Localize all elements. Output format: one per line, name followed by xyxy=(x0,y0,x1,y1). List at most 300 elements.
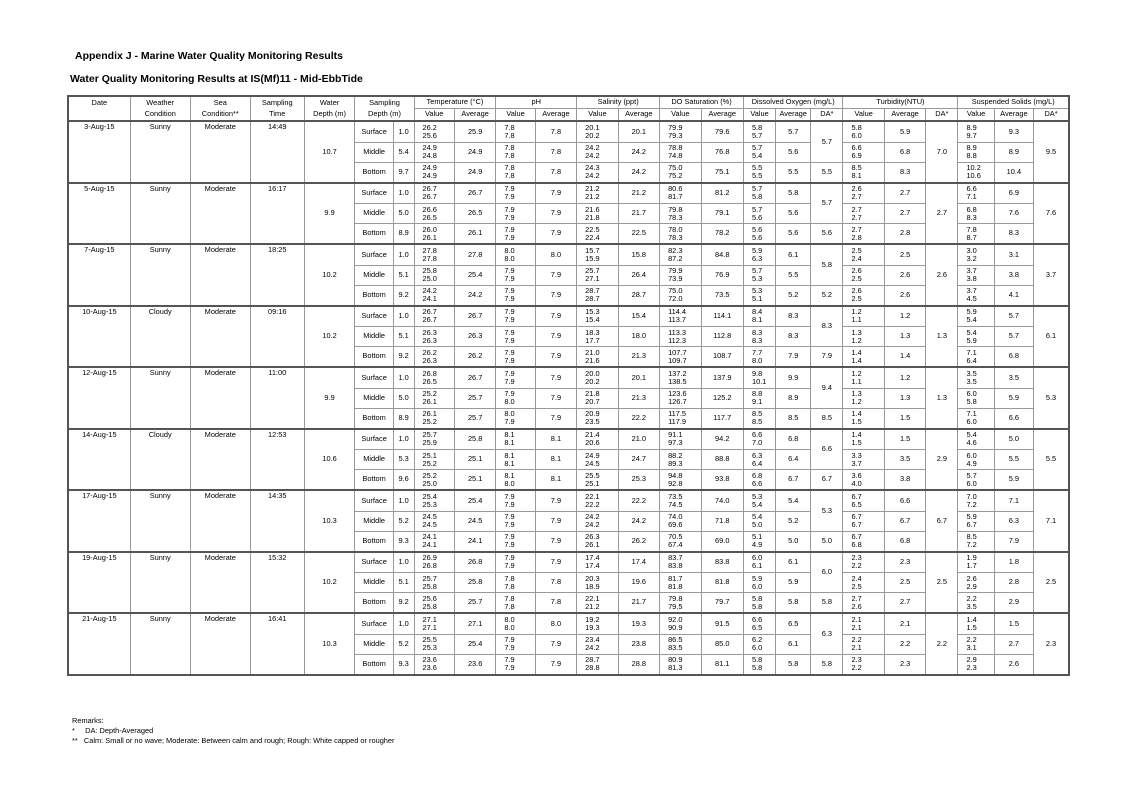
temperature-average: 25.4 xyxy=(454,634,495,654)
do-saturation-values-reading: 113.3 xyxy=(668,327,687,337)
dissolved-oxygen-average: 7.9 xyxy=(776,347,811,368)
temperature-values-reading: 26.7 xyxy=(422,192,437,202)
dissolved-oxygen-values-reading: 5.3 xyxy=(751,286,763,295)
turbidity-values-reading: 2.1 xyxy=(851,614,862,624)
turbidity-values-reading: 8.5 xyxy=(851,163,862,172)
turbidity-da: 6.7 xyxy=(926,490,958,552)
header-sampling-depth-sub: Depth (m) xyxy=(355,109,414,122)
date-cell: 21-Aug-15 xyxy=(68,613,130,634)
turbidity-values-reading: 2.7 xyxy=(851,204,862,214)
suspended-solids-values-reading: 1.5 xyxy=(966,622,977,632)
temperature-average: 27.1 xyxy=(454,613,495,634)
dissolved-oxygen-values-reading: 5.9 xyxy=(751,245,763,255)
turbidity-values xyxy=(843,450,884,470)
ph-values-reading: 7.9 xyxy=(504,307,515,317)
suspended-solids-average: 3.5 xyxy=(994,367,1033,388)
table-row xyxy=(68,306,1069,327)
do-saturation-values-reading: 83.8 xyxy=(668,561,683,571)
salinity-values xyxy=(577,306,618,327)
sampling-depth-value: 8.9 xyxy=(393,408,414,429)
temperature-values xyxy=(414,490,454,511)
dissolved-oxygen-values-reading: 8.8 xyxy=(751,389,763,398)
suspended-solids-values-reading: 6.8 xyxy=(966,204,977,214)
temperature-average: 26.8 xyxy=(454,552,495,573)
table-row xyxy=(68,204,1069,224)
suspended-solids-values-reading: 2.3 xyxy=(966,663,977,672)
salinity-values-reading: 25.5 xyxy=(585,470,600,480)
header-turbidity: Turbidity(NTU) xyxy=(843,96,958,109)
do-saturation-values xyxy=(660,285,701,306)
ph-values-reading: 8.0 xyxy=(504,614,515,624)
suspended-solids-values-reading: 8.3 xyxy=(966,212,977,222)
dissolved-oxygen-da: 5.3 xyxy=(811,490,843,531)
ph-values-reading: 7.9 xyxy=(504,635,515,644)
salinity-values-reading: 26.3 xyxy=(585,532,600,541)
dissolved-oxygen-average: 8.3 xyxy=(776,306,811,327)
header-ph: pH xyxy=(496,96,577,109)
turbidity-values xyxy=(843,121,884,142)
temperature-values xyxy=(414,654,454,675)
do-saturation-values xyxy=(660,367,701,388)
dissolved-oxygen-values-reading: 5.9 xyxy=(751,573,763,583)
turbidity-values xyxy=(843,347,884,368)
dissolved-oxygen-values-reading: 10.1 xyxy=(751,376,767,386)
do-saturation-values-reading: 74.5 xyxy=(668,499,683,509)
suspended-solids-values xyxy=(958,285,994,306)
dissolved-oxygen-values-reading: 6.2 xyxy=(751,635,763,644)
turbidity-average: 2.7 xyxy=(884,204,925,224)
salinity-values-reading: 24.3 xyxy=(585,163,600,172)
turbidity-values-reading: 3.3 xyxy=(851,450,862,460)
ph-values xyxy=(496,183,535,204)
header-water: Water xyxy=(304,96,355,109)
do-saturation-values-reading: 90.9 xyxy=(668,622,683,632)
temperature-values xyxy=(414,121,454,142)
do-saturation-average: 76.8 xyxy=(701,142,743,162)
do-saturation-values-reading: 137.2 xyxy=(668,368,687,378)
sampling-depth-value: 9.6 xyxy=(393,470,414,491)
date-cell xyxy=(68,573,130,593)
dissolved-oxygen-average: 8.5 xyxy=(776,408,811,429)
turbidity-average: 2.6 xyxy=(884,285,925,306)
temperature-values-reading: 25.0 xyxy=(422,274,437,283)
sampling-time-cell xyxy=(250,573,304,593)
date-cell xyxy=(68,470,130,491)
turbidity-da: 2.9 xyxy=(926,429,958,491)
do-saturation-values-reading: 80.6 xyxy=(668,184,683,194)
turbidity-values xyxy=(843,654,884,675)
suspended-solids-values-reading: 3.5 xyxy=(966,368,977,378)
turbidity-values-reading: 2.2 xyxy=(851,561,862,571)
temperature-values-reading: 25.6 xyxy=(422,130,437,140)
suspended-solids-values-reading: 10.6 xyxy=(966,171,981,180)
ph-values-reading: 8.0 xyxy=(504,478,515,488)
salinity-values-reading: 21.4 xyxy=(585,430,600,440)
do-saturation-values xyxy=(660,162,701,183)
sampling-depth-label: Bottom xyxy=(355,593,393,614)
sampling-time-cell: 18:25 xyxy=(250,244,304,265)
dissolved-oxygen-values xyxy=(743,593,775,614)
suspended-solids-values-reading: 7.0 xyxy=(966,491,977,501)
water-depth-cell: 10.2 xyxy=(304,552,355,614)
dissolved-oxygen-average: 5.5 xyxy=(776,265,811,285)
dissolved-oxygen-values xyxy=(743,142,775,162)
sampling-depth-value: 5.0 xyxy=(393,204,414,224)
header-salinity: Salinity (ppt) xyxy=(577,96,660,109)
dissolved-oxygen-average: 5.7 xyxy=(776,121,811,142)
date-cell xyxy=(68,593,130,614)
ph-values-reading: 7.9 xyxy=(504,417,515,426)
do-saturation-values xyxy=(660,573,701,593)
do-saturation-values xyxy=(660,408,701,429)
turbidity-values-reading: 1.2 xyxy=(851,307,862,317)
dissolved-oxygen-values-reading: 5.6 xyxy=(751,212,763,222)
temperature-values-reading: 24.2 xyxy=(422,286,437,295)
temperature-average: 26.5 xyxy=(454,204,495,224)
temperature-values-reading: 27.8 xyxy=(422,245,437,255)
turbidity-values-reading: 6.7 xyxy=(851,491,862,501)
suspended-solids-values-reading: 6.4 xyxy=(966,355,977,365)
dissolved-oxygen-average: 6.8 xyxy=(776,429,811,450)
temperature-values-reading: 25.9 xyxy=(422,438,437,448)
sea-condition-cell: Moderate xyxy=(190,367,250,388)
suspended-solids-values xyxy=(958,408,994,429)
salinity-values-reading: 23.4 xyxy=(585,635,600,644)
suspended-solids-average: 10.4 xyxy=(994,162,1033,183)
temperature-values xyxy=(414,306,454,327)
dissolved-oxygen-average: 6.4 xyxy=(776,450,811,470)
dissolved-oxygen-average: 5.8 xyxy=(776,183,811,204)
suspended-solids-average: 2.7 xyxy=(994,634,1033,654)
temperature-values-reading: 26.3 xyxy=(422,327,437,337)
temperature-values-reading: 25.3 xyxy=(422,643,437,652)
temperature-average: 24.5 xyxy=(454,511,495,531)
suspended-solids-values-reading: 4.6 xyxy=(966,438,977,448)
do-saturation-values-reading: 79.8 xyxy=(668,593,683,603)
dissolved-oxygen-values-reading: 8.3 xyxy=(751,335,763,345)
dissolved-oxygen-da-bottom: 7.9 xyxy=(811,347,843,368)
do-saturation-average: 93.8 xyxy=(701,470,743,491)
suspended-solids-values-reading: 3.8 xyxy=(966,274,977,283)
sea-condition-cell xyxy=(190,162,250,183)
do-saturation-values xyxy=(660,654,701,675)
do-saturation-values-reading: 81.7 xyxy=(668,192,683,202)
temperature-values-reading: 24.1 xyxy=(422,532,437,541)
temperature-average: 24.9 xyxy=(454,162,495,183)
salinity-average: 20.1 xyxy=(618,121,659,142)
temperature-values xyxy=(414,429,454,450)
salinity-average: 26.4 xyxy=(618,265,659,285)
do-saturation-values-reading: 74.8 xyxy=(668,151,683,160)
salinity-values xyxy=(577,244,618,265)
do-saturation-values-reading: 91.1 xyxy=(668,430,683,440)
do-saturation-values-reading: 107.7 xyxy=(668,347,687,357)
do-saturation-values xyxy=(660,244,701,265)
temperature-values-reading: 24.9 xyxy=(422,143,437,152)
sea-condition-cell xyxy=(190,634,250,654)
temperature-values-reading: 25.4 xyxy=(422,491,437,501)
header-average: Average xyxy=(454,109,495,122)
sampling-depth-label: Surface xyxy=(355,490,393,511)
do-saturation-values-reading: 112.3 xyxy=(668,335,687,345)
dissolved-oxygen-values xyxy=(743,204,775,224)
suspended-solids-values xyxy=(958,593,994,614)
temperature-values xyxy=(414,470,454,491)
suspended-solids-values xyxy=(958,244,994,265)
do-saturation-average: 71.8 xyxy=(701,511,743,531)
suspended-solids-average: 7.6 xyxy=(994,204,1033,224)
salinity-values-reading: 18.9 xyxy=(585,581,600,591)
suspended-solids-values xyxy=(958,531,994,552)
ph-average: 7.9 xyxy=(535,367,576,388)
dissolved-oxygen-values xyxy=(743,490,775,511)
do-saturation-values xyxy=(660,347,701,368)
temperature-values xyxy=(414,511,454,531)
turbidity-values xyxy=(843,162,884,183)
dissolved-oxygen-values-reading: 5.7 xyxy=(751,143,763,152)
salinity-values-reading: 20.2 xyxy=(585,376,600,386)
dissolved-oxygen-values-reading: 5.7 xyxy=(751,266,763,275)
salinity-values xyxy=(577,265,618,285)
dissolved-oxygen-average: 6.1 xyxy=(776,244,811,265)
ph-average: 7.9 xyxy=(535,408,576,429)
do-saturation-average: 117.7 xyxy=(701,408,743,429)
sea-condition-cell: Moderate xyxy=(190,552,250,573)
sampling-depth-label: Middle xyxy=(355,450,393,470)
suspended-solids-values-reading: 6.0 xyxy=(966,389,977,398)
table-row xyxy=(68,573,1069,593)
salinity-values-reading: 17.7 xyxy=(585,335,600,345)
salinity-values-reading: 23.5 xyxy=(585,417,600,426)
turbidity-values-reading: 3.6 xyxy=(851,470,862,480)
ph-average: 7.9 xyxy=(535,265,576,285)
header-sampling-depth: Sampling xyxy=(355,96,414,109)
weather-cell: Sunny xyxy=(130,613,190,634)
salinity-values-reading: 25.1 xyxy=(585,478,600,488)
ph-average: 7.8 xyxy=(535,593,576,614)
ph-values-reading: 7.9 xyxy=(504,553,515,563)
date-cell xyxy=(68,634,130,654)
header-weather-sub: Condition xyxy=(130,109,190,122)
suspended-solids-values-reading: 7.1 xyxy=(966,409,977,418)
table-row xyxy=(68,450,1069,470)
header-average: Average xyxy=(535,109,576,122)
ph-values-reading: 7.8 xyxy=(504,163,515,172)
header-date-blank xyxy=(68,109,130,122)
turbidity-da: 1.3 xyxy=(926,306,958,368)
dissolved-oxygen-values-reading: 8.5 xyxy=(751,409,763,418)
dissolved-oxygen-values xyxy=(743,654,775,675)
salinity-values xyxy=(577,285,618,306)
header-value: Value xyxy=(496,109,535,122)
salinity-average: 28.8 xyxy=(618,654,659,675)
turbidity-average: 6.6 xyxy=(884,490,925,511)
sea-condition-cell xyxy=(190,654,250,675)
salinity-average: 24.2 xyxy=(618,142,659,162)
date-cell xyxy=(68,654,130,675)
dissolved-oxygen-values-reading: 6.0 xyxy=(751,643,763,652)
salinity-values xyxy=(577,634,618,654)
turbidity-values xyxy=(843,613,884,634)
do-saturation-values-reading: 109.7 xyxy=(668,355,687,365)
suspended-solids-values-reading: 8.7 xyxy=(966,232,977,242)
weather-cell xyxy=(130,450,190,470)
do-saturation-values xyxy=(660,490,701,511)
turbidity-average: 6.7 xyxy=(884,511,925,531)
sampling-depth-value: 8.9 xyxy=(393,224,414,245)
ph-values xyxy=(496,306,535,327)
date-cell xyxy=(68,408,130,429)
salinity-values-reading: 20.1 xyxy=(585,122,600,132)
suspended-solids-values xyxy=(958,388,994,408)
turbidity-average: 2.3 xyxy=(884,552,925,573)
table-row xyxy=(68,429,1069,450)
temperature-values-reading: 25.3 xyxy=(422,499,437,509)
temperature-values-reading: 24.1 xyxy=(422,294,437,303)
salinity-values xyxy=(577,142,618,162)
turbidity-values xyxy=(843,265,884,285)
header-do-saturation: DO Saturation (%) xyxy=(660,96,744,109)
ph-values xyxy=(496,470,535,491)
salinity-values xyxy=(577,511,618,531)
dissolved-oxygen-values xyxy=(743,450,775,470)
sampling-time-cell xyxy=(250,142,304,162)
turbidity-da: 1.3 xyxy=(926,367,958,429)
ph-average: 7.9 xyxy=(535,634,576,654)
suspended-solids-values-reading: 3.7 xyxy=(966,266,977,275)
temperature-values-reading: 24.8 xyxy=(422,151,437,160)
suspended-solids-da: 2.3 xyxy=(1034,613,1069,675)
turbidity-values xyxy=(843,634,884,654)
ph-values-reading: 7.9 xyxy=(504,655,515,664)
temperature-values-reading: 24.9 xyxy=(422,171,437,180)
suspended-solids-average: 5.7 xyxy=(994,306,1033,327)
turbidity-values xyxy=(843,531,884,552)
header-temperature: Temperature (°C) xyxy=(414,96,496,109)
salinity-average: 25.3 xyxy=(618,470,659,491)
turbidity-values xyxy=(843,327,884,347)
do-saturation-values-reading: 81.8 xyxy=(668,581,683,591)
salinity-values-reading: 24.5 xyxy=(585,458,600,468)
dissolved-oxygen-average: 5.5 xyxy=(776,162,811,183)
weather-cell: Sunny xyxy=(130,367,190,388)
temperature-values-reading: 26.3 xyxy=(422,355,437,365)
temperature-values-reading: 24.5 xyxy=(422,512,437,521)
turbidity-values-reading: 6.7 xyxy=(851,520,862,529)
salinity-values-reading: 21.8 xyxy=(585,212,600,222)
dissolved-oxygen-values-reading: 5.3 xyxy=(751,274,763,283)
turbidity-average: 2.8 xyxy=(884,224,925,245)
dissolved-oxygen-values xyxy=(743,244,775,265)
turbidity-values-reading: 1.5 xyxy=(851,417,862,426)
suspended-solids-average: 2.8 xyxy=(994,573,1033,593)
turbidity-values xyxy=(843,306,884,327)
temperature-average: 23.6 xyxy=(454,654,495,675)
suspended-solids-average: 3.8 xyxy=(994,265,1033,285)
salinity-values xyxy=(577,327,618,347)
temperature-values-reading: 27.1 xyxy=(422,614,437,624)
dissolved-oxygen-average: 5.2 xyxy=(776,285,811,306)
sampling-depth-value: 9.3 xyxy=(393,531,414,552)
ph-values xyxy=(496,450,535,470)
dissolved-oxygen-values-reading: 5.4 xyxy=(751,151,763,160)
turbidity-values-reading: 6.6 xyxy=(851,143,862,152)
salinity-average: 22.2 xyxy=(618,490,659,511)
salinity-average: 15.4 xyxy=(618,306,659,327)
suspended-solids-average: 6.8 xyxy=(994,347,1033,368)
sampling-time-cell xyxy=(250,470,304,491)
turbidity-values-reading: 6.5 xyxy=(851,499,862,509)
suspended-solids-values-reading: 7.1 xyxy=(966,192,977,202)
salinity-average: 21.0 xyxy=(618,429,659,450)
temperature-average: 24.1 xyxy=(454,531,495,552)
dissolved-oxygen-da: 6.6 xyxy=(811,429,843,470)
header-dissolved-oxygen: Dissolved Oxygen (mg/L) xyxy=(743,96,842,109)
dissolved-oxygen-average: 5.0 xyxy=(776,531,811,552)
ph-average: 7.9 xyxy=(535,183,576,204)
ph-values-reading: 8.1 xyxy=(504,430,515,440)
temperature-values-reading: 25.2 xyxy=(422,389,437,398)
water-depth-cell: 9.9 xyxy=(304,367,355,429)
dissolved-oxygen-values xyxy=(743,347,775,368)
ph-values-reading: 7.9 xyxy=(504,499,515,509)
salinity-values-reading: 21.2 xyxy=(585,184,600,194)
salinity-values-reading: 20.7 xyxy=(585,397,600,406)
ph-average: 7.9 xyxy=(535,224,576,245)
salinity-values-reading: 22.2 xyxy=(585,499,600,509)
salinity-values-reading: 22.4 xyxy=(585,232,600,242)
suspended-solids-values-reading: 7.1 xyxy=(966,347,977,357)
do-saturation-values-reading: 74.0 xyxy=(668,512,683,521)
dissolved-oxygen-values xyxy=(743,408,775,429)
sampling-time-cell xyxy=(250,265,304,285)
suspended-solids-values xyxy=(958,573,994,593)
suspended-solids-values-reading: 1.4 xyxy=(966,614,977,624)
do-saturation-average: 78.2 xyxy=(701,224,743,245)
do-saturation-values xyxy=(660,265,701,285)
do-saturation-values-reading: 83.5 xyxy=(668,643,683,652)
dissolved-oxygen-values-reading: 5.8 xyxy=(751,192,763,202)
table-row xyxy=(68,183,1069,204)
table-row xyxy=(68,121,1069,142)
salinity-values-reading: 18.3 xyxy=(585,327,600,337)
dissolved-oxygen-values-reading: 7.7 xyxy=(751,347,763,357)
ph-values-reading: 7.9 xyxy=(504,376,515,386)
dissolved-oxygen-da: 6.3 xyxy=(811,613,843,654)
sea-condition-cell xyxy=(190,327,250,347)
suspended-solids-da: 6.1 xyxy=(1034,306,1069,368)
salinity-values xyxy=(577,408,618,429)
dissolved-oxygen-average: 9.9 xyxy=(776,367,811,388)
turbidity-values xyxy=(843,204,884,224)
temperature-values xyxy=(414,204,454,224)
temperature-values xyxy=(414,531,454,552)
dissolved-oxygen-average: 6.7 xyxy=(776,470,811,491)
turbidity-da: 2.6 xyxy=(926,244,958,306)
ph-values xyxy=(496,367,535,388)
sea-condition-cell xyxy=(190,204,250,224)
date-cell: 12-Aug-15 xyxy=(68,367,130,388)
suspended-solids-values-reading: 2.2 xyxy=(966,593,977,603)
dissolved-oxygen-values-reading: 6.3 xyxy=(751,450,763,460)
do-saturation-average: 81.2 xyxy=(701,183,743,204)
ph-values-reading: 8.0 xyxy=(504,253,515,263)
salinity-values xyxy=(577,429,618,450)
temperature-values-reading: 25.8 xyxy=(422,601,437,611)
suspended-solids-average: 3.1 xyxy=(994,244,1033,265)
weather-cell xyxy=(130,511,190,531)
salinity-average: 28.7 xyxy=(618,285,659,306)
